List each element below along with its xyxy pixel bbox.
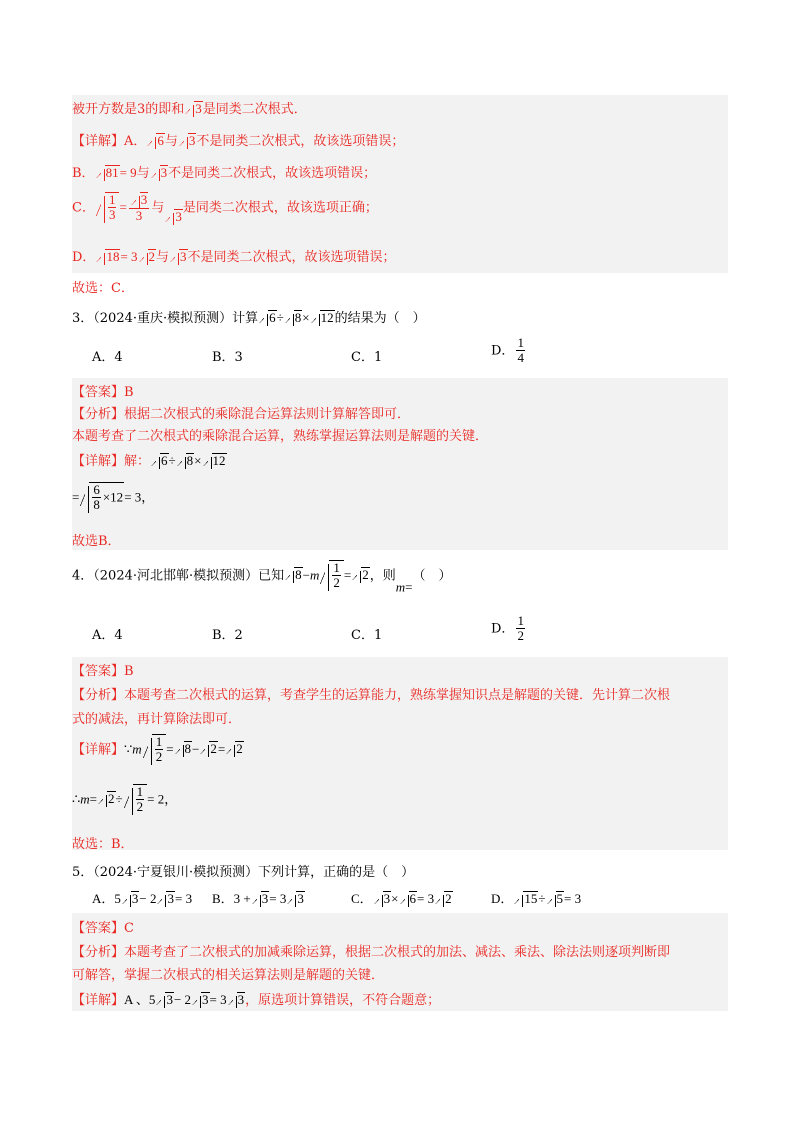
q4-option-d[interactable]: D． $\frac{1}{2}$	[491, 613, 524, 644]
sqrt-3: 3	[151, 165, 169, 181]
q4-stem: 4．（2024·河北邯郸·模拟预测）已知 8−m $\frac{1}{2}$ = 2，则m=（ ）	[72, 560, 452, 595]
sqrt-2: 2	[139, 249, 157, 265]
q3-option-b[interactable]: B．3	[212, 350, 243, 365]
sqrt-6: 6	[151, 453, 169, 469]
q5-option-c[interactable]: C． 3× 6= 3 2	[351, 891, 452, 906]
sqrt-81: 81	[96, 165, 120, 181]
q5-option-b[interactable]: B．3 + 3= 3 3	[212, 891, 304, 906]
sqrt-2: 2	[200, 741, 218, 757]
q3-stem: 3．（2024·重庆·模拟预测）计算 6÷ 8× 12的结果为（ ）	[72, 310, 426, 326]
sqrt-3: 3	[165, 209, 183, 225]
sqrt-2: 2	[352, 567, 370, 583]
q2-answer: 故选：C．	[72, 281, 134, 296]
q5-detail: 【详解】A 、5 3− 2 3= 3 3，原选项计算错误，不符合题意；	[72, 992, 441, 1008]
q5-option-d[interactable]: D． 15÷ 5= 3	[491, 891, 582, 906]
sqrt-frac-1-3: $\frac{1}{3}$	[96, 192, 120, 223]
q5-analysis-1: 【分析】本题考查了二次根式的加减乘除运算，根据二次根式的加法、减法、乘法、除法法则逐项判断即	[72, 945, 671, 960]
q4-detail-1: 【详解】∵m $\frac{1}{2}$ = 8− 2= 2	[72, 734, 243, 765]
sqrt-8: 8	[177, 453, 195, 469]
q5-stem: 5．（2024·宁夏银川·模拟预测）下列计算，正确的是（ ）	[72, 865, 415, 880]
sqrt-8: 8	[285, 310, 303, 326]
q4-final: 故选：B．	[72, 837, 134, 852]
q3-analysis-2: 本题考查了二次根式的乘除混合运算，熟练掌握运算法则是解题的关键．	[72, 429, 489, 444]
sqrt-18: 18	[96, 249, 120, 265]
sqrt-frac-1-2: $\frac{1}{2}$	[320, 560, 344, 591]
sqrt-6: 6	[259, 310, 277, 326]
detail-tag: 【详解】	[72, 134, 125, 149]
q5-answer: 【答案】C	[72, 921, 134, 936]
q4-option-b[interactable]: B．2	[212, 628, 243, 643]
q4-detail-2: ∴m= 2÷ $\frac{1}{2}$ = 2，	[72, 784, 178, 815]
sqrt-frac-6-8: $\frac{6}{8}$ ×12	[80, 482, 124, 513]
q3-option-c[interactable]: C．1	[351, 350, 383, 365]
q2-detail-a: 【详解】A． 6与 3不是同类二次根式，故该选项错误；	[72, 133, 405, 149]
sqrt-12: 12	[311, 310, 335, 326]
sqrt-8: 8	[175, 741, 193, 757]
sqrt-2: 2	[226, 741, 244, 757]
sqrt-3: 3	[185, 101, 203, 117]
q2-detail-b: B． 81= 9与 3不是同类二次根式，故该选项错误；	[72, 165, 377, 181]
sqrt-3: 3	[170, 249, 188, 265]
sqrt-frac-1-2: $\frac{1}{2}$	[143, 734, 167, 765]
q2-tail-end: 是同类二次根式．	[202, 102, 307, 117]
q3-final: 故选B．	[72, 534, 121, 549]
q3-answer: 【答案】B	[72, 385, 134, 400]
q4-analysis-1: 【分析】本题考查二次根式的运算，考查学生的运算能力，熟练掌握知识点是解题的关键．先计算二次根	[72, 688, 671, 703]
q2-tail-text: 被开方数是3的即和	[72, 102, 185, 117]
q3-option-a[interactable]: A．4	[92, 350, 123, 365]
q5-analysis-2: 可解答，掌握二次根式的相关运算法则是解题的关键．	[72, 968, 385, 983]
sqrt-6: 6	[147, 133, 165, 149]
sqrt-2: 2	[98, 791, 116, 807]
q2-detail-c: C． $\frac{1}{3}$ = $\frac{3}{3}$ 与3是同类二次根式，故该选项正确；	[72, 192, 378, 225]
sqrt-3: 3	[179, 133, 197, 149]
q3-step: = $\frac{6}{8}$ ×12= 3，	[72, 482, 155, 513]
q4-analysis-2: 式的减法，再计算除法即可．	[72, 712, 242, 727]
q2-detail-d: D． 18= 3 2与 3不是同类二次根式，故该选项错误；	[72, 249, 396, 265]
sqrt-8: 8	[285, 567, 303, 583]
q3-option-d[interactable]: D． $\frac{1}{4}$	[491, 335, 524, 366]
q3-analysis-1: 【分析】根据二次根式的乘除混合运算法则计算解答即可．	[72, 407, 411, 422]
q5-option-a[interactable]: A．5 3− 2 3= 3	[92, 891, 193, 906]
sqrt-frac-1-2: $\frac{1}{2}$	[124, 784, 148, 815]
q4-option-c[interactable]: C．1	[351, 628, 383, 643]
q3-detail: 【详解】解： 6÷ 8× 12	[72, 453, 226, 469]
q4-answer: 【答案】B	[72, 664, 134, 679]
q2-tail-line	[72, 98, 307, 117]
sqrt-12: 12	[203, 453, 227, 469]
q4-option-a[interactable]: A．4	[92, 628, 123, 643]
